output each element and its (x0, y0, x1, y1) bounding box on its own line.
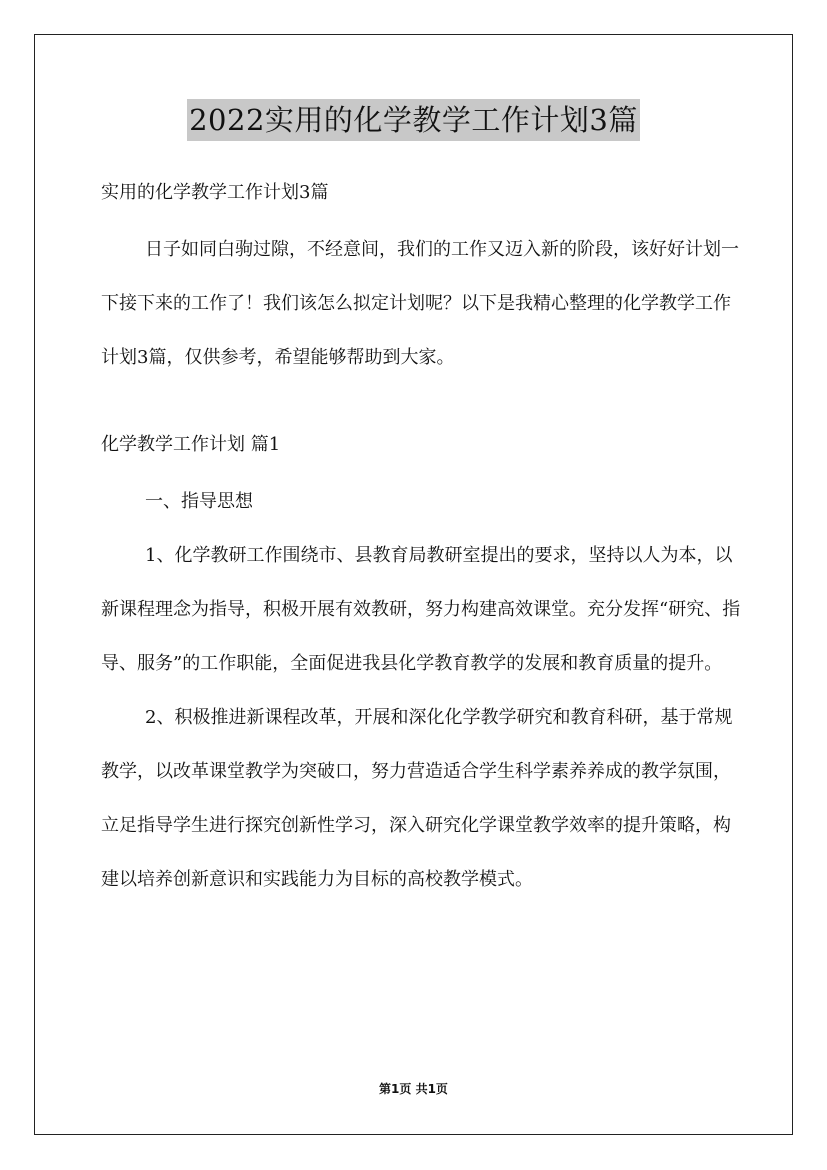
paragraph-2: 2、积极推进新课程改革，开展和深化化学教学研究和教育科研，基于常规教学，以改革课堂教学为突破口，努力营造适合学生科学素养养成的教学氛围，立足指导学生进行探究创新性学习，深入研究化学课堂教学效率的提升策略，构建以培养创新意识和实践能力为目标的高校教学模式。 (101, 707, 733, 890)
intro-paragraph: 日子如同白驹过隙，不经意间，我们的工作又迈入新的阶段，该好好计划一下接下来的工作了！我们该怎么拟定计划呢？以下是我精心整理的化学教学工作计划3篇，仅供参考，希望能够帮助到大家。 (101, 239, 739, 368)
document-body (101, 173, 741, 907)
document-subtitle: 实用的化学教学工作计划3篇 (101, 182, 329, 203)
section-title: 化学教学工作计划 篇1 (101, 434, 281, 455)
heading-guiding-ideology: 一、指导思想 (145, 491, 253, 512)
page-footer: 第1页 共1页 (379, 1082, 448, 1096)
document-title: 2022实用的化学教学工作计划3篇 (187, 99, 640, 141)
title-container (0, 99, 827, 141)
paragraph-1: 1、化学教研工作围绕市、县教育局教研室提出的要求，坚持以人为本，以新课程理念为指导，积极开展有效教研，努力构建高效课堂。充分发挥“研究、指导、服务”的工作职能，全面促进我县化学教育教学的发展和教育质量的提升。 (101, 545, 741, 674)
